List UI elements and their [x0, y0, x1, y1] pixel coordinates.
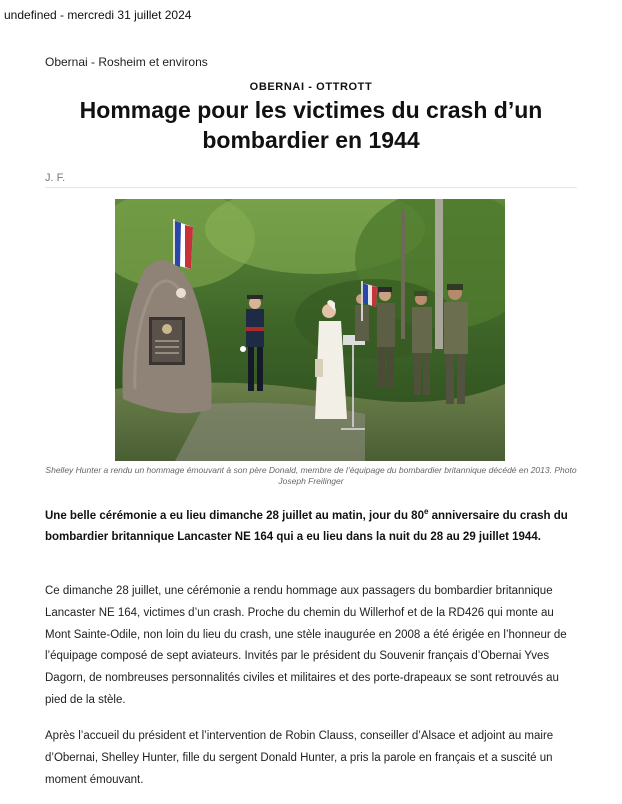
section-link[interactable]: Obernai - Rosheim et environs	[45, 55, 208, 69]
article-lead	[45, 506, 577, 548]
date-line: undefined - mercredi 31 juillet 2024	[4, 8, 192, 22]
article-kicker: OBERNAI - OTTROTT	[249, 81, 373, 93]
lead-text-start: Une belle cérémonie a eu lieu dimanche 28 juillet au matin, jour du 80	[45, 510, 424, 522]
lead-text-end: anniversaire du crash du bombardier britannique Lancaster NE 164 qui a eu lieu dans la nuit du 28 au 29 juillet 1944.	[45, 510, 568, 543]
article-photo[interactable]	[115, 199, 505, 461]
lead-superscript: e	[423, 507, 429, 517]
photo-caption: Shelley Hunter a rendu un hommage émouvant à son père Donald, membre de l’équipage du bombardier britannique décédé en 2013. Photo Joseph Freilinger	[45, 465, 577, 486]
article-paragraph: Ce dimanche 28 juillet, une cérémonie a rendu hommage aux passagers du bombardier britannique Lancaster NE 164, victimes d’un crash. Proche du chemin du Willerhof et de la RD426 qui monte au Mont Sainte-Odile, non loin du lieu du crash, une stèle inaugurée en 2008 a été érigée en l’honneur de l’équipage composé de sept aviateurs. Invités par le président du Souvenir français d’Obernai Yves Dagorn, de nombreuses personnalités civiles et militaires et des porte-drapeaux se sont retrouvés au pied de la stèle.	[45, 585, 567, 706]
article-title: Hommage pour les victimes du crash d’un bombardier en 1944	[79, 97, 543, 153]
ceremony-photo-illustration	[115, 199, 505, 461]
article-author: J. F.	[45, 172, 66, 184]
article-paragraph: Après l’accueil du président et l’intervention de Robin Clauss, conseiller d’Alsace et adjoint au maire d’Obernai, Shelley Hunter, fille du sergent Donald Hunter, a pris la parole en français et a suscité un moment émouvant.	[45, 730, 554, 786]
divider	[45, 187, 577, 188]
